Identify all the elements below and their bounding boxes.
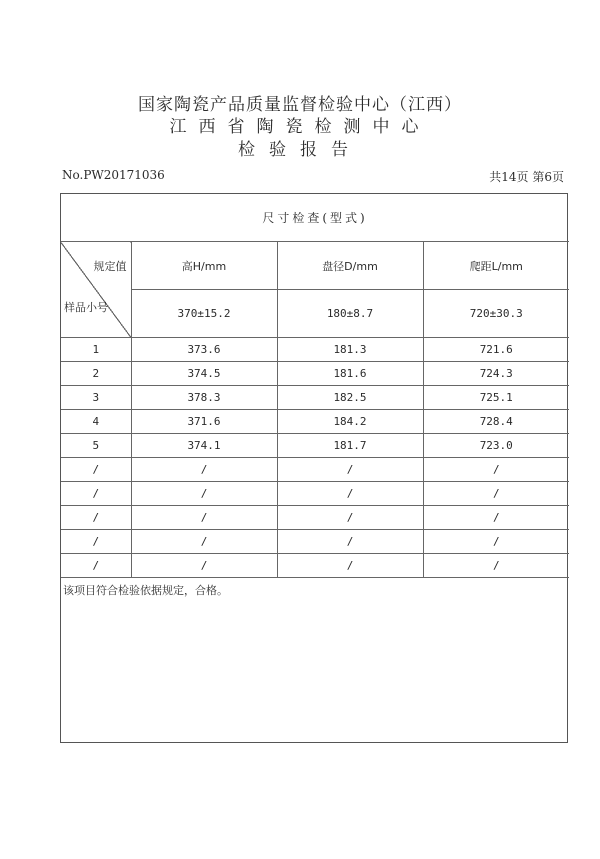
cell-diameter: 184.2 <box>277 410 423 434</box>
corner-spec-label: 规定值 <box>93 260 127 273</box>
cell-diameter: / <box>277 530 423 554</box>
table-row <box>61 482 569 506</box>
cell-creepage: 728.4 <box>423 410 569 434</box>
cell-sample: 2 <box>61 362 131 386</box>
spec-height: 370±15.2 <box>131 290 277 338</box>
column-header-height: 高H/mm <box>131 242 277 290</box>
cell-creepage: / <box>423 530 569 554</box>
cell-creepage: / <box>423 458 569 482</box>
cell-creepage: / <box>423 506 569 530</box>
report-doc-title: 检验报告 <box>238 140 362 160</box>
spec-diameter: 180±8.7 <box>277 290 423 338</box>
cell-height: / <box>131 530 277 554</box>
cell-diameter: / <box>277 506 423 530</box>
table-row <box>61 434 569 458</box>
cell-diameter: 181.7 <box>277 434 423 458</box>
conclusion-text: 该项目符合检验依据规定，合格。 <box>63 584 228 597</box>
spec-creepage: 720±30.3 <box>423 290 569 338</box>
page-indicator: 共14页 第6页 <box>489 170 564 184</box>
cell-height: / <box>131 482 277 506</box>
cell-creepage: 723.0 <box>423 434 569 458</box>
cell-diameter: / <box>277 458 423 482</box>
cell-height: 374.1 <box>131 434 277 458</box>
table-row <box>61 386 569 410</box>
cell-sample: / <box>61 506 131 530</box>
cell-height: 371.6 <box>131 410 277 434</box>
cell-creepage: 721.6 <box>423 338 569 362</box>
column-header-creepage: 爬距L/mm <box>423 242 569 290</box>
diagonal-corner-cell <box>61 242 131 338</box>
cell-height: 373.6 <box>131 338 277 362</box>
cell-creepage: / <box>423 482 569 506</box>
cell-diameter: / <box>277 482 423 506</box>
table-title: 尺寸检查(型式) <box>61 194 569 242</box>
report-org-title: 国家陶瓷产品质量监督检验中心（江西） <box>138 95 462 115</box>
spec-row <box>61 290 569 338</box>
cell-height: / <box>131 458 277 482</box>
cell-creepage: 724.3 <box>423 362 569 386</box>
cell-height: 378.3 <box>131 386 277 410</box>
table-row <box>61 554 569 578</box>
table-row <box>61 530 569 554</box>
cell-diameter: 182.5 <box>277 386 423 410</box>
cell-height: / <box>131 506 277 530</box>
cell-creepage: 725.1 <box>423 386 569 410</box>
corner-sample-label: 样品小号 <box>64 301 108 314</box>
table-row <box>61 362 569 386</box>
report-number: No.PW20171036 <box>62 168 165 182</box>
cell-height: 374.5 <box>131 362 277 386</box>
table-row <box>61 458 569 482</box>
cell-sample: / <box>61 482 131 506</box>
cell-diameter: 181.6 <box>277 362 423 386</box>
table-row <box>61 506 569 530</box>
column-header-diameter: 盘径D/mm <box>277 242 423 290</box>
cell-sample: / <box>61 554 131 578</box>
column-header-row <box>61 242 569 290</box>
cell-diameter: 181.3 <box>277 338 423 362</box>
cell-sample: / <box>61 530 131 554</box>
cell-sample: 4 <box>61 410 131 434</box>
cell-sample: / <box>61 458 131 482</box>
inspection-table-frame <box>60 193 568 743</box>
cell-height: / <box>131 554 277 578</box>
dimension-inspection-table <box>61 194 569 578</box>
cell-sample: 3 <box>61 386 131 410</box>
report-center-title: 江西省陶瓷检测中心 <box>169 117 431 137</box>
cell-sample: 5 <box>61 434 131 458</box>
table-row <box>61 410 569 434</box>
cell-diameter: / <box>277 554 423 578</box>
table-title-row <box>61 194 569 242</box>
table-row <box>61 338 569 362</box>
cell-sample: 1 <box>61 338 131 362</box>
cell-creepage: / <box>423 554 569 578</box>
